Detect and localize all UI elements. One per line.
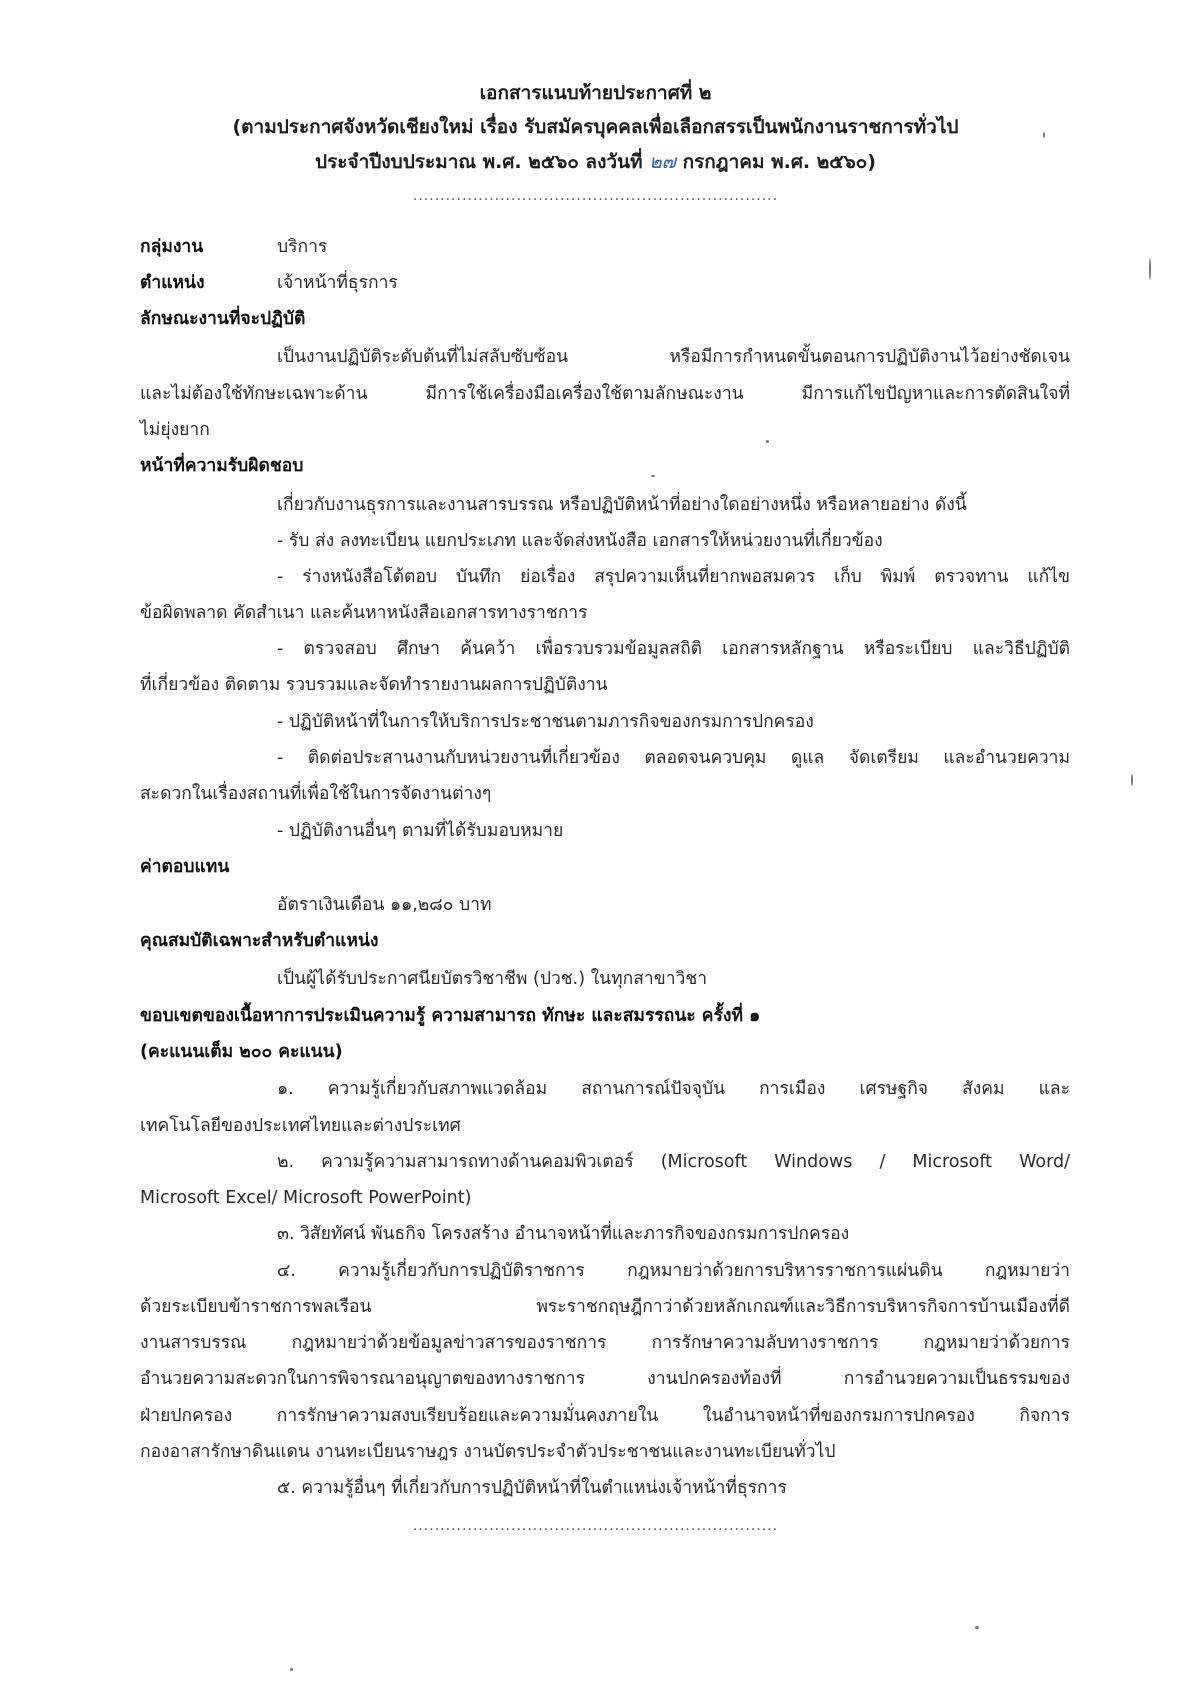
scope-item-4-line-2: ด้วยระเบียบข้าราชการพลเรือน พระราชกฤษฎีกาว่าด้วยหลักเกณฑ์และวิธีการบริหารกิจการบ้านเมืองที่ดี xyxy=(140,1297,1070,1317)
duty-item-5-line-1: - ติดต่อประสานงานกับหน่วยงานที่เกี่ยวข้อง ตลอดจนควบคุม ดูแล จัดเตรียม และอำนวยความ xyxy=(277,748,1070,768)
position-value: เจ้าหน้าที่ธุรการ xyxy=(277,273,398,293)
scope-item-4-line-6: กองอาสารักษาดินแดน งานทะเบียนราษฎร งานบัตรประจำตัวประชาชนและงานทะเบียนทั่วไป xyxy=(140,1442,836,1462)
scope-heading: ขอบเขตของเนื้อหาการประเมินความรู้ ความสามารถ ทักษะ และสมรรถนะ ครั้งที่ ๑ xyxy=(140,1006,761,1026)
group-label: กลุ่มงาน xyxy=(140,237,204,257)
scan-speck xyxy=(1131,774,1133,786)
scan-speck xyxy=(1043,132,1045,138)
duties-intro: เกี่ยวกับงานธุรการและงานสารบรรณ หรือปฏิบัติหน้าที่อย่างใดอย่างหนึ่ง หรือหลายอย่าง ดังนี้ xyxy=(277,495,967,515)
scope-item-4-line-3: งานสารบรรณ กฎหมายว่าด้วยข้อมูลข่าวสารของราชการ การรักษาความลับทางราชการ กฎหมายว่าด้วยการ xyxy=(140,1333,1070,1353)
duty-item-6: - ปฏิบัติงานอื่นๆ ตามที่ได้รับมอบหมาย xyxy=(277,821,564,841)
scope-item-5: ๕. ความรู้อื่นๆ ที่เกี่ยวกับการปฏิบัติหน้าที่ในตำแหน่งเจ้าหน้าที่ธุรการ xyxy=(277,1478,787,1498)
job-nature-heading: ลักษณะงานที่จะปฏิบัติ xyxy=(140,309,306,329)
scope-item-2-line-2: Microsoft Excel/ Microsoft PowerPoint) xyxy=(140,1188,472,1208)
scope-item-3: ๓. วิสัยทัศน์ พันธกิจ โครงสร้าง อำนาจหน้าที่และภารกิจของกรมการปกครอง xyxy=(277,1224,850,1244)
scan-speck xyxy=(290,1668,293,1671)
scope-item-4-line-1: ๔. ความรู้เกี่ยวกับการปฏิบัติราชการ กฎหมายว่าด้วยการบริหารราชการแผ่นดิน กฎหมายว่า xyxy=(277,1261,1070,1281)
handwritten-date: ๒๗ xyxy=(649,151,676,173)
fiscal-year-month: กรกฎาคม พ.ศ. ๒๕๖๐) xyxy=(682,151,876,173)
scope-item-2-line-1: ๒. ความรู้ความสามารถทางด้านคอมพิวเตอร์ (Microsoft Windows / Microsoft Word/ xyxy=(277,1152,1070,1172)
qualification-heading: คุณสมบัติเฉพาะสำหรับตำแหน่ง xyxy=(140,931,379,951)
fiscal-year-line xyxy=(0,147,1191,177)
duty-item-3-line-1: - ตรวจสอบ ศึกษา ค้นคว้า เพื่อรวบรวมข้อมูลสถิติ เอกสารหลักฐาน หรือระเบียบ และวิธีปฏิบัติ xyxy=(277,639,1070,659)
scope-item-4-line-4: อำนวยความสะดวกในการพิจารณาอนุญาตของทางราชการ งานปกครองท้องที่ การอำนวยความเป็นธรรมของ xyxy=(140,1369,1070,1389)
compensation-heading: ค่าตอบแทน xyxy=(140,857,230,877)
scope-item-1-line-2: เทคโนโลยีของประเทศไทยและต่างประเทศ xyxy=(140,1116,461,1136)
announcement-reference: (ตามประกาศจังหวัดเชียงใหม่ เรื่อง รับสมัครบุคคลเพื่อเลือกสรรเป็นพนักงานราชการทั่วไป xyxy=(232,116,959,138)
scan-speck xyxy=(975,1626,979,1629)
duty-item-2-line-2: ข้อผิดพลาด คัดสำเนา และค้นหาหนังสือเอกสารทางราชการ xyxy=(140,603,588,623)
qualification-value: เป็นผู้ได้รับประกาศนียบัตรวิชาชีพ (ปวช.) ในทุกสาขาวิชา xyxy=(277,969,708,989)
job-nature-line-2: และไม่ต้องใช้ทักษะเฉพาะด้าน มีการใช้เครื่องมือเครื่องใช้ตามลักษณะงาน มีการแก้ไขปัญหาและการตัดสินใจที่ xyxy=(140,384,1070,404)
position-label: ตำแหน่ง xyxy=(140,273,205,293)
duty-item-3-line-2: ที่เกี่ยวข้อง ติดตาม รวบรวมและจัดทำรายงานผลการปฏิบัติงาน xyxy=(140,675,608,695)
header-divider: ................................................................... xyxy=(412,188,779,204)
scope-full-score: (คะแนนเต็ม ๒๐๐ คะแนน) xyxy=(140,1042,343,1062)
fiscal-year-text: ประจำปีงบประมาณ พ.ศ. ๒๕๖๐ ลงวันที่ xyxy=(315,151,643,173)
scan-speck xyxy=(1149,258,1151,280)
scan-speck xyxy=(766,440,769,443)
job-nature-line-1: เป็นงานปฏิบัติระดับต้นที่ไม่สลับซับซ้อน หรือมีการกำหนดขั้นตอนการปฏิบัติงานไว้อย่างชัดเจน xyxy=(277,347,1070,367)
duties-heading: หน้าที่ความรับผิดชอบ xyxy=(140,456,304,476)
attachment-title: เอกสารแนบท้ายประกาศที่ ๒ xyxy=(479,82,712,104)
duty-item-1: - รับ ส่ง ลงทะเบียน แยกประเภท และจัดส่งหนังสือ เอกสารให้หน่วยงานที่เกี่ยวข้อง xyxy=(277,531,883,551)
job-nature-line-3: ไม่ยุ่งยาก xyxy=(140,420,210,440)
duty-item-4: - ปฏิบัติหน้าที่ในการให้บริการประชาชนตามภารกิจของกรมการปกครอง xyxy=(277,712,814,732)
footer-divider: ................................................................... xyxy=(412,1518,779,1534)
scan-speck xyxy=(651,475,655,477)
salary-value: อัตราเงินเดือน ๑๑,๒๘๐ บาท xyxy=(277,895,492,915)
scope-item-1-line-1: ๑. ความรู้เกี่ยวกับสภาพแวดล้อม สถานการณ์ปัจจุบัน การเมือง เศรษฐกิจ สังคม และ xyxy=(277,1079,1070,1099)
group-value: บริการ xyxy=(277,237,328,257)
duty-item-5-line-2: สะดวกในเรื่องสถานที่เพื่อใช้ในการจัดงานต่างๆ xyxy=(140,784,492,804)
scope-item-4-line-5: ฝ่ายปกครอง การรักษาความสงบเรียบร้อยและความมั่นคงภายใน ในอำนาจหน้าที่ของกรมการปกครอง กิจการ xyxy=(140,1406,1070,1426)
duty-item-2-line-1: - ร่างหนังสือโต้ตอบ บันทึก ย่อเรื่อง สรุปความเห็นที่ยากพอสมควร เก็บ พิมพ์ ตรวจทาน แก้ไข xyxy=(277,567,1070,587)
